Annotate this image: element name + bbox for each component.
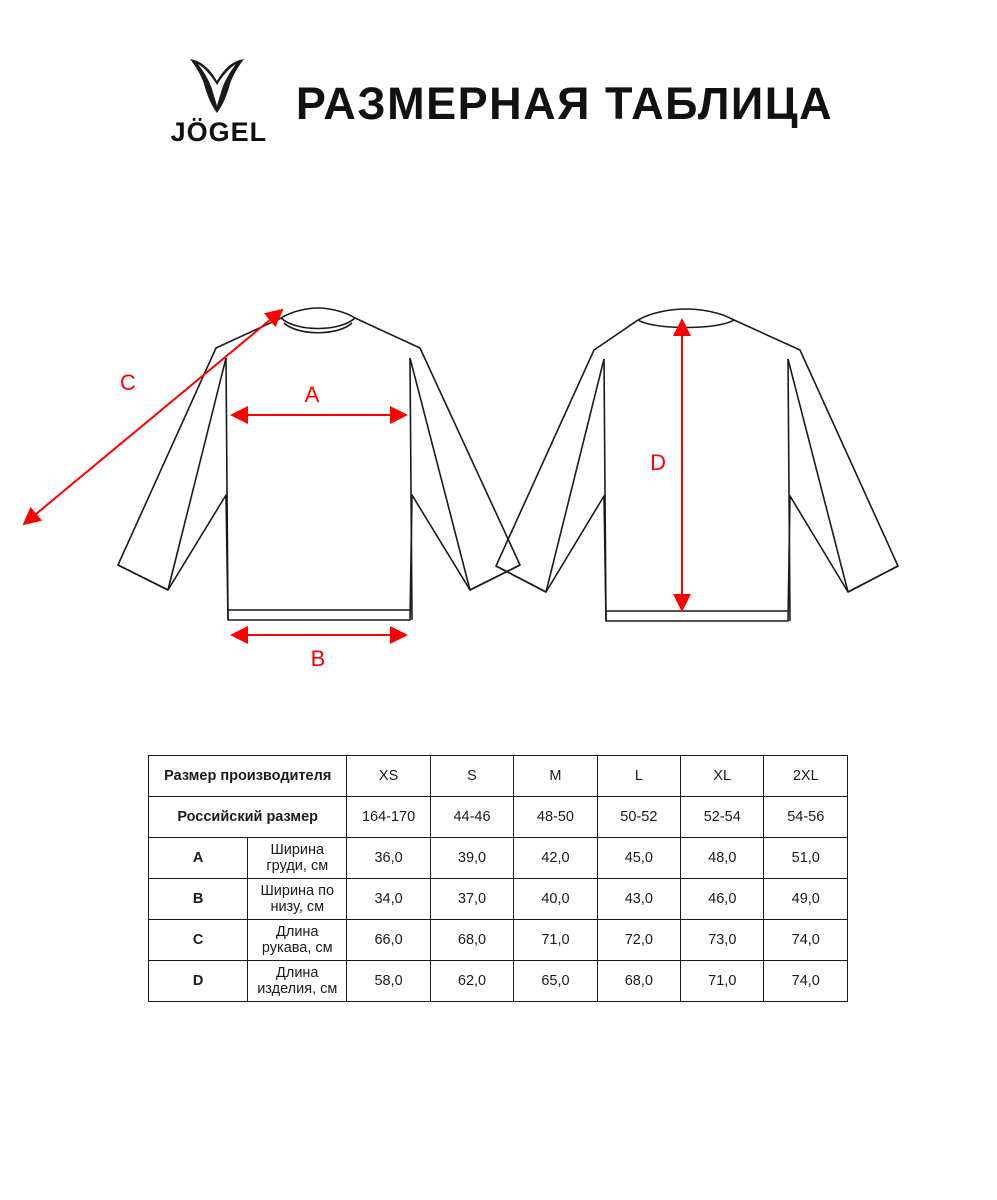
cell-a-m: 42,0 — [514, 838, 597, 879]
cell-c-l: 72,0 — [597, 920, 680, 961]
table-row-b — [149, 879, 848, 920]
header-manufacturer-l: L — [597, 756, 680, 797]
header-manufacturer-xs: XS — [347, 756, 430, 797]
row-letter-a: A — [149, 838, 248, 879]
size-table — [148, 755, 848, 1002]
row-label-a: Ширина груди, см — [248, 838, 347, 879]
header-manufacturer-s: S — [430, 756, 513, 797]
header-russian-xs: 164-170 — [347, 797, 430, 838]
header-russian-l: 50-52 — [597, 797, 680, 838]
header-label-russian: Российский размер — [149, 797, 347, 838]
garment-diagram — [0, 280, 997, 700]
jogel-logo-icon — [186, 55, 248, 117]
row-label-d: Длина изделия, см — [248, 961, 347, 1002]
cell-d-l: 68,0 — [597, 961, 680, 1002]
back-garment-view — [496, 309, 898, 621]
cell-c-2xl: 74,0 — [764, 920, 848, 961]
page-header — [0, 55, 997, 151]
table-row-header-russian — [149, 797, 848, 838]
header-manufacturer-2xl: 2XL — [764, 756, 848, 797]
header-russian-s: 44-46 — [430, 797, 513, 838]
header-manufacturer-m: M — [514, 756, 597, 797]
cell-c-xl: 73,0 — [681, 920, 764, 961]
table-row-c — [149, 920, 848, 961]
row-label-c: Длина рукава, см — [248, 920, 347, 961]
header-label-manufacturer: Размер производителя — [149, 756, 347, 797]
header-manufacturer-xl: XL — [681, 756, 764, 797]
cell-d-s: 62,0 — [430, 961, 513, 1002]
cell-d-xl: 71,0 — [681, 961, 764, 1002]
cell-b-2xl: 49,0 — [764, 879, 848, 920]
cell-a-2xl: 51,0 — [764, 838, 848, 879]
header-russian-2xl: 54-56 — [764, 797, 848, 838]
table-row-d — [149, 961, 848, 1002]
measure-label-d: D — [650, 450, 666, 475]
cell-b-l: 43,0 — [597, 879, 680, 920]
front-garment-view — [118, 308, 520, 620]
cell-a-xl: 48,0 — [681, 838, 764, 879]
garment-diagram-svg — [0, 280, 997, 700]
header-russian-xl: 52-54 — [681, 797, 764, 838]
measure-label-b: B — [310, 646, 326, 671]
cell-b-xl: 46,0 — [681, 879, 764, 920]
cell-a-xs: 36,0 — [347, 838, 430, 879]
cell-d-m: 65,0 — [514, 961, 597, 1002]
measure-line-c — [24, 310, 282, 524]
table-row-header-manufacturer — [149, 756, 848, 797]
cell-d-xs: 58,0 — [347, 961, 430, 1002]
row-label-b: Ширина по низу, см — [248, 879, 347, 920]
cell-a-s: 39,0 — [430, 838, 513, 879]
cell-d-2xl: 74,0 — [764, 961, 848, 1002]
cell-b-s: 37,0 — [430, 879, 513, 920]
cell-b-xs: 34,0 — [347, 879, 430, 920]
row-letter-d: D — [149, 961, 248, 1002]
cell-b-m: 40,0 — [514, 879, 597, 920]
header-russian-m: 48-50 — [514, 797, 597, 838]
cell-c-s: 68,0 — [430, 920, 513, 961]
page-title: РАЗМЕРНАЯ ТАБЛИЦА — [295, 77, 834, 129]
cell-c-xs: 66,0 — [347, 920, 430, 961]
cell-a-l: 45,0 — [597, 838, 680, 879]
brand-wordmark: JÖGEL — [170, 117, 268, 147]
table-row-a — [149, 838, 848, 879]
row-letter-b: B — [149, 879, 248, 920]
size-table-wrap — [148, 755, 848, 1002]
measure-label-c: C — [120, 370, 136, 395]
row-letter-c: C — [149, 920, 248, 961]
brand-logo — [164, 55, 274, 151]
cell-c-m: 71,0 — [514, 920, 597, 961]
measure-label-a: A — [304, 382, 320, 407]
